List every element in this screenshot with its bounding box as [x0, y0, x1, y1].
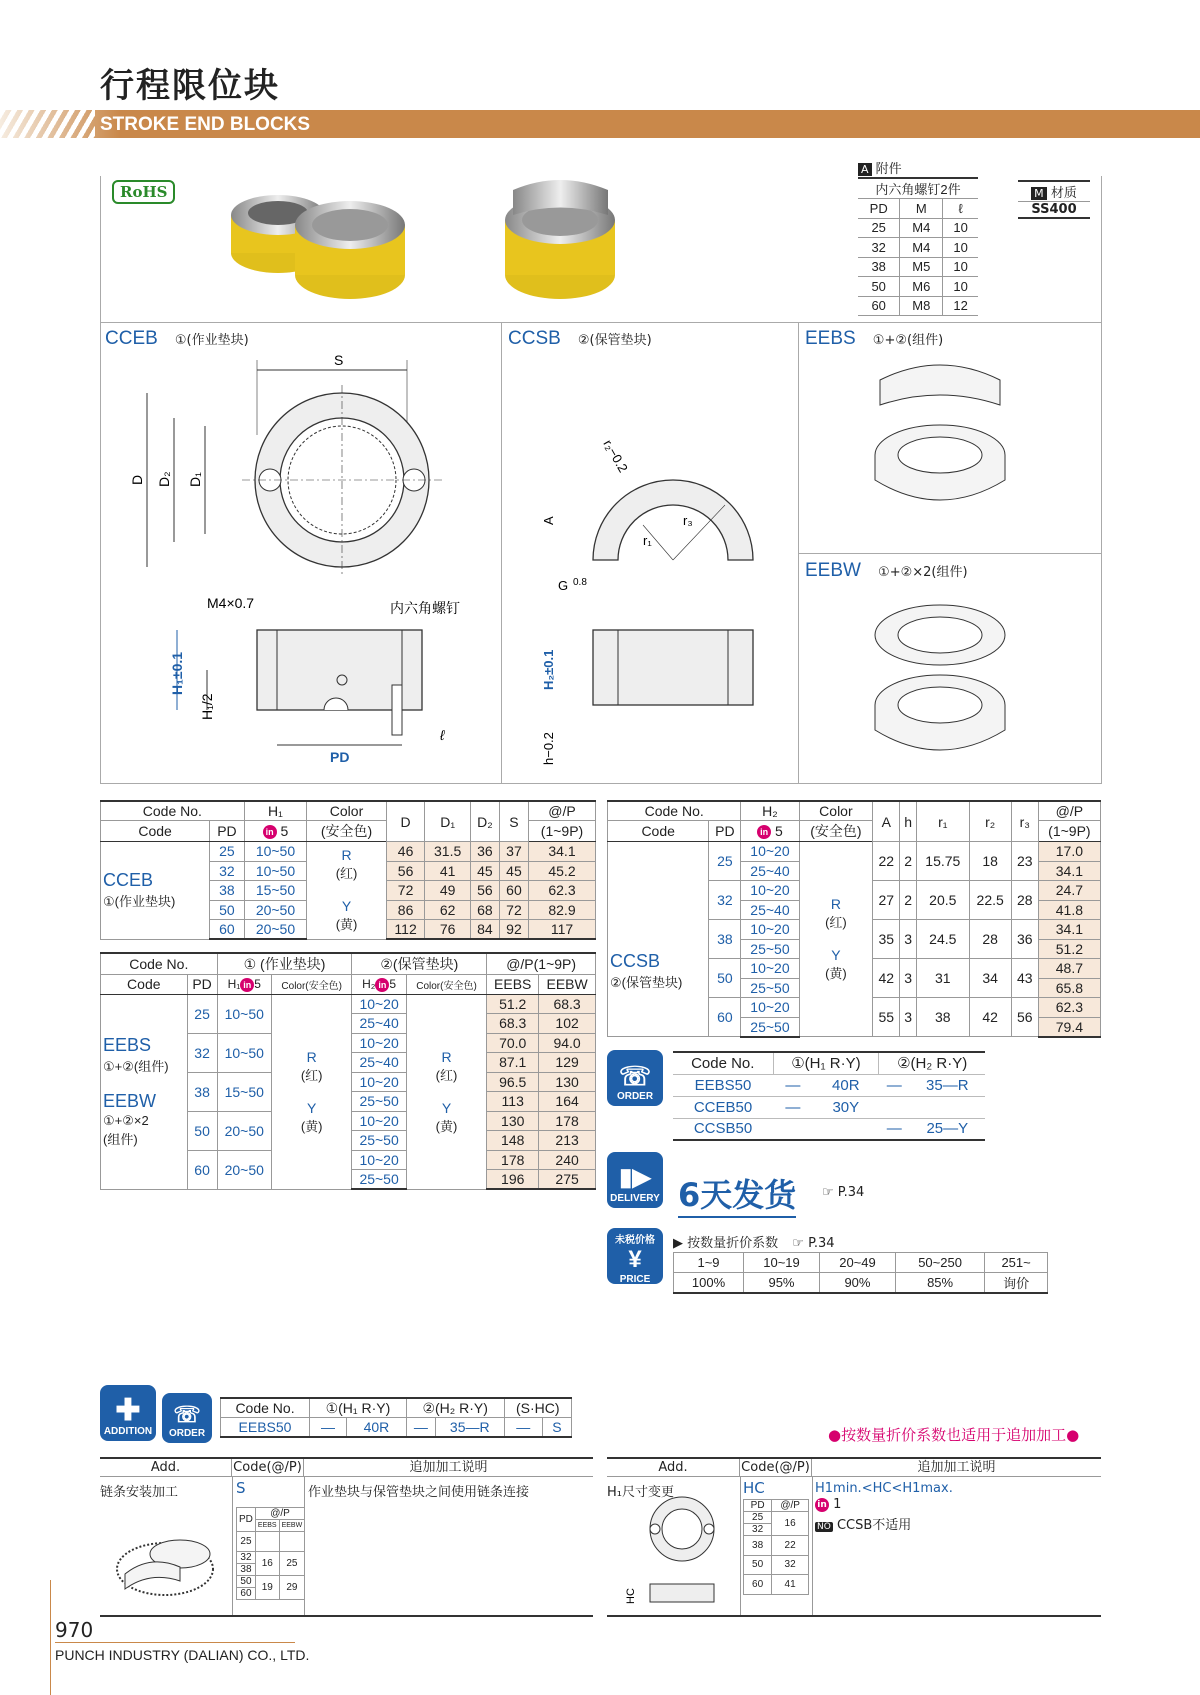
- ar-code: HC: [743, 1479, 765, 1497]
- t3-s-p: (1~9P): [1038, 821, 1100, 842]
- eebs-title: EEBS: [805, 328, 856, 349]
- price-icon: 未税价格 ¥ PRICE: [607, 1228, 663, 1284]
- material-value: SS400: [1031, 202, 1077, 217]
- table-row: 50 20~50 10~20 130 178: [101, 1111, 596, 1131]
- ccsb-drawing: [503, 345, 797, 775]
- svg-text:A: A: [541, 516, 556, 525]
- addition-icon: ✚ ADDITION: [100, 1385, 156, 1441]
- t2-s-h2: H₂: [362, 976, 376, 991]
- table-row: 50 10~20 42 3 31 34 43 48.7: [608, 959, 1101, 979]
- company-name: PUNCH INDUSTRY (DALIAN) CO., LTD.: [55, 1647, 310, 1663]
- table-row: 32 10~50 56 41 45 45 45.2: [101, 861, 596, 881]
- ar-h-add: Add.: [607, 1459, 740, 1476]
- t3-h-color: Color: [799, 801, 873, 821]
- t3-s-color: (安全色): [799, 821, 873, 842]
- ord-h-code: Code No.: [673, 1052, 773, 1074]
- order-row: CCSB50 — 25—Y: [673, 1118, 985, 1140]
- subtitle: STROKE END BLOCKS: [100, 114, 311, 135]
- accessory-row: 32 M4 10: [858, 238, 978, 258]
- price-ref: ☞ P.34: [792, 1236, 835, 1251]
- t3-s-in: 5: [775, 822, 783, 839]
- svg-text:r₃: r₃: [683, 513, 693, 528]
- eebw-title: EEBW: [805, 560, 861, 581]
- cceb-spec-table: [100, 800, 596, 940]
- t2-s-pd: PD: [187, 975, 217, 995]
- table-row: 38 15~50 72 49 56 60 62.3: [101, 881, 596, 901]
- material-label: 材质: [1050, 186, 1077, 201]
- product-photo: [230, 175, 660, 310]
- accessory-row: 60 M8 12: [858, 296, 978, 316]
- t2-h-code: Code No.: [101, 953, 218, 975]
- t3-h-r2: r₂: [969, 801, 1011, 842]
- ar-l2: 1: [833, 1497, 842, 1512]
- table-row: 60 20~50 10~20 178 240: [101, 1150, 596, 1170]
- table-row: 32 10~20 27 2 20.5 22.5 28 24.7: [608, 881, 1101, 901]
- accessory-row: 25 M4 10: [858, 218, 978, 238]
- add-h-code: Code No.: [221, 1398, 310, 1418]
- al-h-add: Add.: [100, 1459, 232, 1476]
- addition-right-table: [607, 1457, 1101, 1617]
- t1-h-d2: D₂: [470, 801, 499, 842]
- t3-s-pd: PD: [709, 821, 741, 842]
- material-tag: M: [1031, 187, 1047, 200]
- t2-s-h1: H₁: [227, 976, 241, 991]
- svg-text:H₂±0.1: H₂±0.1: [541, 649, 556, 690]
- t2-s-code: Code: [101, 975, 188, 995]
- al-sub-table: PD @/P EEBS EEBW 25 32 16 25 38 50 19 29 60: [236, 1507, 305, 1600]
- t2-h-b: ②(保管垫块): [352, 953, 487, 975]
- add-h-2: ②(H₂ R·Y): [406, 1398, 504, 1418]
- t2-s-color1: Color(安全色): [271, 975, 351, 995]
- svg-text:D: D: [129, 474, 145, 485]
- table-row: 50 20~50 86 62 68 72 82.9: [101, 900, 596, 920]
- svg-text:D₂: D₂: [156, 471, 172, 487]
- svg-text:D₁: D₁: [187, 472, 203, 487]
- t1-h-p: @/P: [528, 801, 595, 821]
- t2-s-eebs: EEBS: [487, 975, 539, 995]
- addition-order-icon: ☏ ORDER: [162, 1393, 212, 1443]
- accessory-row: 50 M6 10: [858, 277, 978, 297]
- al-code: S: [236, 1479, 246, 1497]
- addition-note: ●按数量折价系数也适用于追加加工●: [828, 1426, 1080, 1444]
- t2-h-p: @/P(1~9P): [487, 953, 596, 975]
- accessory-table: [858, 177, 978, 316]
- ar-l3: CCSB不适用: [836, 1518, 912, 1533]
- table-row: 25~40 34.1: [608, 861, 1101, 881]
- t1-h-s: S: [499, 801, 528, 842]
- table-row: 38 10~20 35 3 24.5 28 36 34.1: [608, 920, 1101, 940]
- ar-name: H₁尺寸变更: [607, 1485, 674, 1500]
- acc-h-pd: PD: [858, 199, 900, 219]
- ord-h-1: ①(H₁ R·Y): [773, 1052, 879, 1074]
- delivery-ref: ☞ P.34: [822, 1185, 865, 1200]
- table-row: CCSB ②(保管垫块) 25 10~20 R (红) Y (黄) 22 2 15.75 18 23 17.0: [608, 842, 1101, 862]
- svg-text:PD: PD: [330, 749, 350, 765]
- table-row: 60 10~20 55 3 38 42 56 62.3: [608, 998, 1101, 1018]
- ord-h-2: ②(H₂ R·Y): [879, 1052, 985, 1074]
- svg-text:H₁±0.1: H₁±0.1: [169, 651, 185, 695]
- svg-text:H₁/2: H₁/2: [199, 693, 215, 720]
- cceb-desc: ①(作业垫块): [174, 333, 249, 348]
- addition-left-table: [100, 1457, 593, 1617]
- order-icon: ☏ ORDER: [607, 1050, 663, 1106]
- ar-h-code: Code(@/P): [740, 1459, 812, 1476]
- delivery-icon: ▮▶ DELIVERY: [607, 1152, 663, 1208]
- accessory-label: 附件: [875, 162, 902, 177]
- add-h-1: ①(H₁ R·Y): [310, 1398, 407, 1418]
- al-h-code: Code(@/P): [232, 1459, 304, 1476]
- al-desc: 作业垫块与保管垫块之间使用链条连接: [308, 1485, 530, 1500]
- table-row: 32 10~50 10~20 70.0 94.0: [101, 1033, 596, 1053]
- t2-s-color2: Color(安全色): [406, 975, 486, 995]
- hc-illustration: [622, 1489, 732, 1614]
- table-row: 60 20~50 112 76 84 92 117: [101, 920, 596, 940]
- eebs-eebw-spec-table: [100, 952, 596, 1190]
- t3-h-a: A: [873, 801, 900, 842]
- t1-h-color: Color: [307, 801, 387, 821]
- t1-h-d1: D₁: [425, 801, 471, 842]
- ccsb-desc: ②(保管垫块): [577, 333, 652, 348]
- ar-l1: H1min.<HC<H1max.: [815, 1481, 953, 1496]
- t3-h-r1: r₁: [917, 801, 969, 842]
- in-stock-icon: in: [375, 978, 389, 992]
- in-stock-icon: in: [757, 825, 771, 839]
- table-row: 25~50 79.4: [608, 1017, 1101, 1037]
- svg-text:r₂−0.2: r₂−0.2: [600, 437, 631, 475]
- eebs-desc: ①+②(组件): [872, 333, 944, 348]
- svg-text:G: G: [558, 578, 569, 593]
- t3-h-h: h: [900, 801, 917, 842]
- accessory-row: 38 M5 10: [858, 257, 978, 277]
- t1-s-p: (1~9P): [528, 821, 595, 842]
- table-row: 25~50 51.2: [608, 939, 1101, 959]
- table-row: 25~50 196 275: [101, 1170, 596, 1190]
- t3-h-p: @/P: [1038, 801, 1100, 821]
- table-row: 25~40 41.8: [608, 900, 1101, 920]
- eebs-drawing: [860, 360, 1020, 520]
- price-discount-table: 1~9 10~19 20~49 50~250 251~ 100% 95% 90% 85% 询价: [673, 1252, 1048, 1294]
- ccsb-title: CCSB: [508, 328, 561, 349]
- ar-sub-table: PD @/P 25 16 32 38 22 50 32 60 41: [743, 1499, 809, 1595]
- cceb-title: CCEB: [105, 328, 158, 349]
- rohs-badge: RoHS: [112, 180, 175, 204]
- order-example-table: [673, 1051, 985, 1141]
- t3-h-h2: H₂: [741, 801, 799, 821]
- table-row: EEBS ①+②(组件) EEBW ①+②×2 (组件) 25 10~50 R (红) Y (黄) 10~20 R (红) Y (黄) 51.2 68.3: [101, 994, 596, 1014]
- svg-text:h−0.2: h−0.2: [541, 732, 556, 765]
- chain-illustration: [110, 1519, 225, 1609]
- svg-text:ℓ: ℓ: [440, 727, 445, 743]
- eebw-drawing: [860, 590, 1020, 770]
- ccsb-spec-table: [607, 800, 1101, 1038]
- table-row: 25~50 113 164: [101, 1092, 596, 1112]
- in-stock-icon: in: [240, 978, 254, 992]
- table-row: 38 15~50 10~20 96.5 130: [101, 1072, 596, 1092]
- table-row: CCEB ①(作业垫块) 25 10~50 R (红) Y (黄) 46 31.5 36 37 34.1: [101, 842, 596, 862]
- add-h-3: (S·HC): [504, 1398, 571, 1418]
- t1-s-color: (安全色): [307, 821, 387, 842]
- t1-s-code: Code: [101, 821, 210, 842]
- svg-text:内六角螺钉: 内六角螺钉: [390, 600, 460, 616]
- t2-s-eebw: EEBW: [539, 975, 596, 995]
- accessory-tag: A: [858, 163, 872, 176]
- t3-h-r3: r₃: [1011, 801, 1038, 842]
- order-row: CCEB50 — 30Y: [673, 1096, 985, 1118]
- in-stock-icon: in: [263, 825, 277, 839]
- table-row: 25~40 68.3 102: [101, 1014, 596, 1034]
- al-name: 链条安装加工: [100, 1485, 179, 1500]
- ar-h-desc: 追加加工说明: [917, 1460, 996, 1475]
- price-label: ▶ 按数量折价系数: [673, 1236, 779, 1251]
- title-band: [0, 110, 1200, 138]
- al-h-desc: 追加加工说明: [409, 1460, 488, 1475]
- addition-order-table: Code No. ①(H₁ R·Y) ②(H₂ R·Y) (S·HC) EEBS50 — 40R — 35—R — S: [220, 1397, 572, 1438]
- page-number: 970: [55, 1618, 94, 1642]
- t2-s-in2: 5: [389, 976, 397, 991]
- svg-text:0.8: 0.8: [573, 577, 587, 588]
- cceb-drawing: [102, 345, 500, 775]
- dim-s: S: [334, 352, 344, 368]
- t3-h-code: Code No.: [608, 801, 741, 821]
- t3-s-code: Code: [608, 821, 709, 842]
- t1-h-h1: H₁: [244, 801, 307, 821]
- order-row: EEBS50 — 40R — 35—R: [673, 1074, 985, 1096]
- t1-s-in: 5: [280, 822, 289, 839]
- t2-s-in: 5: [254, 976, 261, 991]
- t2-h-a: ① (作业垫块): [217, 953, 352, 975]
- svg-text:r₁: r₁: [643, 533, 652, 548]
- in-stock-icon: in: [815, 1498, 829, 1512]
- t1-h-code: Code No.: [101, 801, 245, 821]
- svg-text:M4×0.7: M4×0.7: [207, 595, 255, 611]
- table-row: 25~40 87.1 129: [101, 1053, 596, 1073]
- no-icon: NO: [817, 1522, 831, 1532]
- table-row: 25~50 148 213: [101, 1131, 596, 1151]
- t1-s-pd: PD: [210, 821, 245, 842]
- acc-h-m: M: [900, 199, 943, 219]
- svg-text:HC: HC: [625, 1588, 637, 1604]
- accessory-caption: 内六角螺钉2件: [858, 178, 978, 199]
- acc-h-l: ℓ: [943, 199, 978, 219]
- delivery-days: 6天发货: [678, 1170, 796, 1218]
- t1-h-d: D: [386, 801, 425, 842]
- page-title: 行程限位块: [100, 66, 280, 106]
- eebw-desc: ①+②×2(组件): [878, 565, 968, 580]
- table-row: 25~50 65.8: [608, 978, 1101, 998]
